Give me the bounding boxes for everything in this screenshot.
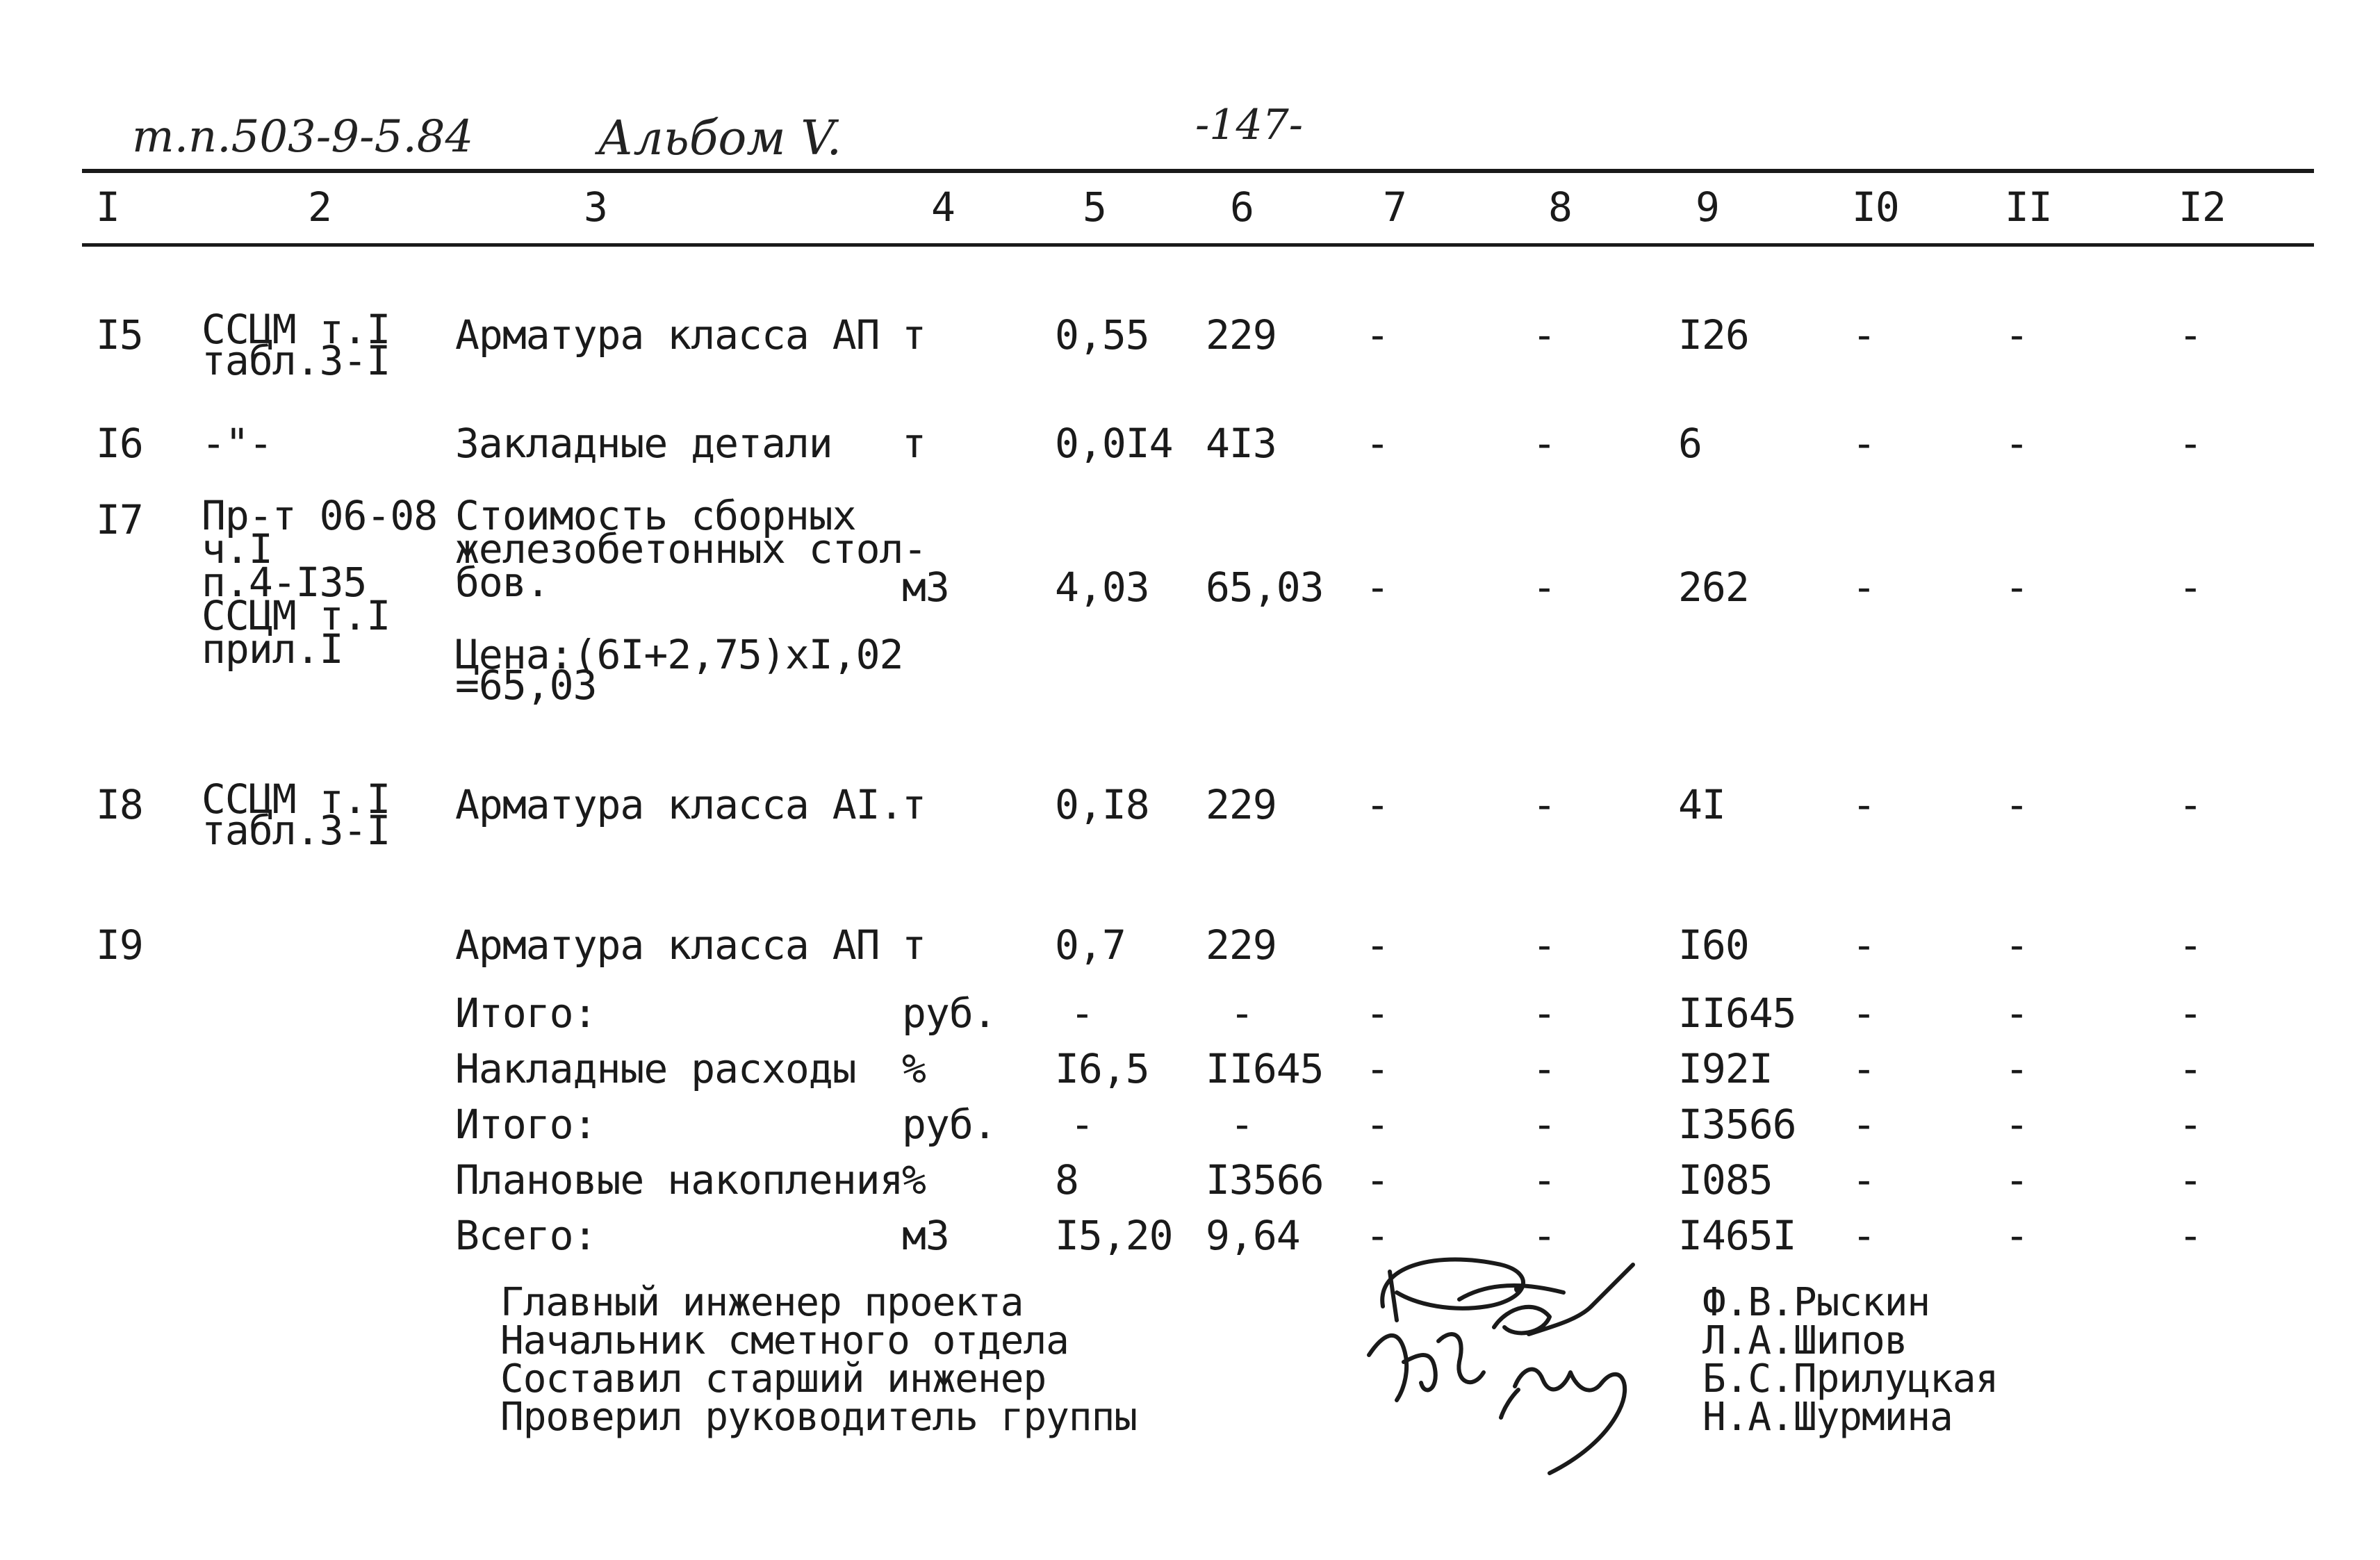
summary-col7: -	[1365, 1212, 1389, 1259]
summary-price: 9,64	[1206, 1212, 1300, 1259]
row-col7: -	[1365, 311, 1389, 359]
summary-price: II645	[1206, 1045, 1324, 1092]
row-price: 4I3	[1206, 420, 1277, 467]
summary-col7: -	[1365, 1101, 1389, 1148]
header-top-rule	[82, 169, 2314, 173]
summary-total: I3566	[1678, 1101, 1796, 1148]
handwritten-signatures	[1355, 1223, 1689, 1487]
summary-col11: -	[2005, 1156, 2028, 1204]
row-unit: м3	[902, 564, 949, 611]
row-total: 262	[1678, 564, 1749, 611]
row-name: Арматура класса АП	[455, 921, 880, 969]
row-name: Арматура класса АI.	[455, 781, 903, 828]
col-header-12: I2	[2178, 183, 2226, 231]
signatory-name: Л.А.Шипов	[1702, 1318, 1907, 1363]
row-col7: -	[1365, 564, 1389, 611]
row-col11: -	[2005, 311, 2028, 359]
summary-col12: -	[2178, 990, 2202, 1037]
summary-unit: руб.	[902, 1101, 996, 1148]
summary-col8: -	[1532, 1212, 1556, 1259]
row-unit: т	[902, 921, 926, 969]
summary-label: Плановые накопления	[455, 1156, 903, 1204]
summary-col10: -	[1852, 1101, 1876, 1148]
row-number: I9	[96, 921, 143, 969]
summary-total: I465I	[1678, 1212, 1796, 1259]
row-price-formula: Цена:(6I+2,75)xI,02 =65,03	[455, 631, 903, 709]
summary-col7: -	[1365, 990, 1389, 1037]
summary-label: Всего:	[455, 1212, 597, 1259]
row-reference: -"-	[202, 420, 272, 467]
row-total: I26	[1678, 311, 1749, 359]
summary-col12: -	[2178, 1045, 2202, 1092]
row-price: 229	[1206, 311, 1277, 359]
summary-col11: -	[2005, 1045, 2028, 1092]
row-col8: -	[1532, 311, 1556, 359]
row-quantity: 0,I8	[1055, 781, 1149, 828]
row-unit: т	[902, 781, 926, 828]
row-col8: -	[1532, 781, 1556, 828]
summary-label: Итого:	[455, 990, 597, 1037]
header-bottom-rule	[82, 243, 2314, 247]
summary-quantity: -	[1070, 1101, 1094, 1148]
row-col8: -	[1532, 921, 1556, 969]
row-col10: -	[1852, 311, 1876, 359]
summary-col12: -	[2178, 1212, 2202, 1259]
summary-col7: -	[1365, 1045, 1389, 1092]
col-header-7: 7	[1383, 183, 1406, 231]
summary-col8: -	[1532, 990, 1556, 1037]
row-reference: Пр-т 06-08 ч.I п.4-I35 ССЦМ т.I прил.I	[202, 492, 438, 673]
row-price: 229	[1206, 781, 1277, 828]
row-col10: -	[1852, 781, 1876, 828]
summary-col11: -	[2005, 1101, 2028, 1148]
row-price: 65,03	[1206, 564, 1324, 611]
col-header-8: 8	[1548, 183, 1572, 231]
signatory-name: Н.А.Шурмина	[1702, 1395, 1953, 1440]
row-quantity: 0,7	[1055, 921, 1126, 969]
summary-unit: м3	[902, 1212, 949, 1259]
row-unit: т	[902, 311, 926, 359]
row-col11: -	[2005, 564, 2028, 611]
summary-total: II645	[1678, 990, 1796, 1037]
row-col8: -	[1532, 420, 1556, 467]
summary-col11: -	[2005, 1212, 2028, 1259]
row-quantity: 0,0I4	[1055, 420, 1173, 467]
summary-col10: -	[1852, 1212, 1876, 1259]
col-header-4: 4	[931, 183, 955, 231]
col-header-11: II	[2005, 183, 2052, 231]
summary-col10: -	[1852, 990, 1876, 1037]
row-total: 6	[1678, 420, 1702, 467]
summary-quantity: I6,5	[1055, 1045, 1149, 1092]
col-header-3: 3	[584, 183, 607, 231]
row-number: I7	[96, 496, 143, 543]
row-col10: -	[1852, 420, 1876, 467]
signature-title: Проверил руководитель группы	[500, 1395, 1138, 1440]
col-header-5: 5	[1083, 183, 1106, 231]
row-col12: -	[2178, 311, 2202, 359]
row-unit: т	[902, 420, 926, 467]
summary-quantity: -	[1070, 990, 1094, 1037]
signature-title: Начальник сметного отдела	[500, 1318, 1069, 1363]
summary-price: I3566	[1206, 1156, 1324, 1204]
row-reference: ССЦМ т.I табл.3-I	[202, 775, 391, 854]
col-header-10: I0	[1852, 183, 1899, 231]
row-col12: -	[2178, 564, 2202, 611]
row-col12: -	[2178, 420, 2202, 467]
row-col8: -	[1532, 564, 1556, 611]
row-name: Арматура класса АП	[455, 311, 880, 359]
summary-col8: -	[1532, 1156, 1556, 1204]
row-col11: -	[2005, 921, 2028, 969]
row-name: Стоимость сборных железобетонных стол- бов.	[455, 492, 927, 606]
row-col10: -	[1852, 921, 1876, 969]
summary-col8: -	[1532, 1045, 1556, 1092]
signatory-name: Ф.В.Рыскин	[1702, 1280, 1930, 1325]
row-number: I5	[96, 311, 143, 359]
col-header-6: 6	[1230, 183, 1254, 231]
col-header-1: I	[96, 183, 120, 231]
row-col11: -	[2005, 420, 2028, 467]
row-col7: -	[1365, 420, 1389, 467]
page-number: -147-	[1195, 101, 1304, 149]
signature-title: Главный инженер проекта	[500, 1280, 1024, 1325]
signature-title: Составил старший инженер	[500, 1356, 1047, 1402]
summary-quantity: 8	[1055, 1156, 1078, 1204]
row-total: 4I	[1678, 781, 1725, 828]
row-col12: -	[2178, 781, 2202, 828]
summary-unit: %	[902, 1045, 926, 1092]
row-col10: -	[1852, 564, 1876, 611]
row-reference: ССЦМ т.I табл.3-I	[202, 306, 391, 384]
summary-quantity: I5,20	[1055, 1212, 1173, 1259]
summary-col7: -	[1365, 1156, 1389, 1204]
row-col12: -	[2178, 921, 2202, 969]
row-quantity: 0,55	[1055, 311, 1149, 359]
summary-total: I085	[1678, 1156, 1773, 1204]
summary-price: -	[1230, 990, 1254, 1037]
summary-col10: -	[1852, 1045, 1876, 1092]
summary-col10: -	[1852, 1156, 1876, 1204]
summary-unit: руб.	[902, 990, 996, 1037]
row-price: 229	[1206, 921, 1277, 969]
row-col7: -	[1365, 921, 1389, 969]
summary-col11: -	[2005, 990, 2028, 1037]
summary-label: Итого:	[455, 1101, 597, 1148]
row-number: I6	[96, 420, 143, 467]
summary-unit: %	[902, 1156, 926, 1204]
row-quantity: 4,03	[1055, 564, 1149, 611]
row-number: I8	[96, 781, 143, 828]
album-label: Альбом V.	[598, 111, 842, 166]
col-header-9: 9	[1696, 183, 1719, 231]
summary-col12: -	[2178, 1101, 2202, 1148]
row-col11: -	[2005, 781, 2028, 828]
summary-price: -	[1230, 1101, 1254, 1148]
summary-label: Накладные расходы	[455, 1045, 856, 1092]
row-name: Закладные детали	[455, 420, 832, 467]
row-total: I60	[1678, 921, 1749, 969]
summary-total: I92I	[1678, 1045, 1773, 1092]
summary-col12: -	[2178, 1156, 2202, 1204]
project-code: т.п.503-9-5.84	[132, 111, 474, 163]
row-col7: -	[1365, 781, 1389, 828]
summary-col8: -	[1532, 1101, 1556, 1148]
signatory-name: Б.С.Прилуцкая	[1702, 1356, 1999, 1402]
col-header-2: 2	[308, 183, 331, 231]
